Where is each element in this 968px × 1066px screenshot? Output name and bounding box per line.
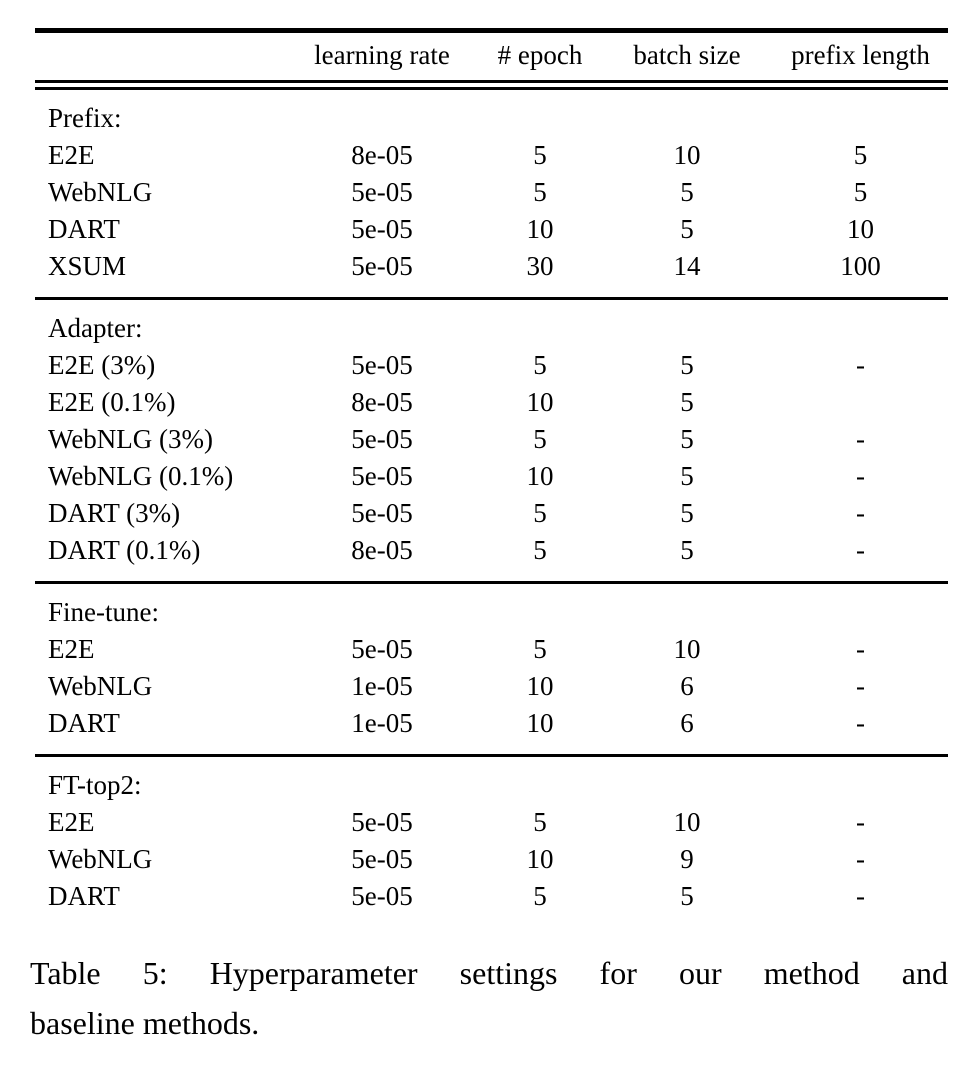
section-prefix xyxy=(35,85,948,299)
cell-batch-size: 5 xyxy=(680,498,694,528)
section-label: Prefix: xyxy=(48,103,122,133)
section-adapter xyxy=(35,299,948,583)
table-row-dart-0-1 xyxy=(35,532,948,583)
cell-epoch: 5 xyxy=(533,498,547,528)
caption-line: baseline methods. xyxy=(30,1005,260,1041)
table-row-webnlg-0-1 xyxy=(35,458,948,495)
section-label-row xyxy=(35,583,948,632)
row-label: DART (3%) xyxy=(48,498,181,528)
cell-learning-rate: 5e-05 xyxy=(351,214,413,244)
cell-epoch: 30 xyxy=(526,251,554,281)
cell-epoch: 5 xyxy=(533,177,547,207)
cell-epoch: 5 xyxy=(533,140,547,170)
cell-batch-size: 6 xyxy=(680,671,694,701)
cell-learning-rate: 5e-05 xyxy=(351,844,413,874)
cell-learning-rate: 5e-05 xyxy=(351,634,413,664)
cell-learning-rate: 5e-05 xyxy=(351,424,413,454)
cell-epoch: 10 xyxy=(526,671,554,701)
cell-prefix-length: - xyxy=(856,461,865,491)
hyperparameter-table xyxy=(35,28,948,927)
section-label-row xyxy=(35,85,948,137)
cell-batch-size: 5 xyxy=(680,461,694,491)
table-row-e2e-0-1 xyxy=(35,384,948,421)
section-label: FT-top2: xyxy=(48,770,142,800)
cell-learning-rate: 5e-05 xyxy=(351,498,413,528)
cell-epoch: 10 xyxy=(526,461,554,491)
cell-epoch: 5 xyxy=(533,881,547,911)
cell-batch-size: 10 xyxy=(673,634,701,664)
cell-batch-size: 6 xyxy=(680,708,694,738)
cell-batch-size: 5 xyxy=(680,424,694,454)
table-row-webnlg xyxy=(35,841,948,878)
cell-batch-size: 5 xyxy=(680,387,694,417)
cell-epoch: 10 xyxy=(526,844,554,874)
cell-batch-size: 5 xyxy=(680,177,694,207)
caption-line: Table 5: Hyperparameter settings for our method and xyxy=(30,955,948,991)
row-label: DART xyxy=(48,708,120,738)
table-row-e2e xyxy=(35,137,948,174)
row-label: WebNLG (0.1%) xyxy=(48,461,234,491)
cell-epoch: 5 xyxy=(533,634,547,664)
cell-prefix-length: - xyxy=(856,708,865,738)
cell-batch-size: 10 xyxy=(673,140,701,170)
row-label: E2E xyxy=(48,634,95,664)
cell-epoch: 10 xyxy=(526,708,554,738)
cell-epoch: 5 xyxy=(533,424,547,454)
cell-prefix-length: - xyxy=(856,671,865,701)
cell-prefix-length: 10 xyxy=(847,214,874,244)
section-label: Fine-tune: xyxy=(48,597,159,627)
table-row-e2e-3 xyxy=(35,347,948,384)
section-label-row xyxy=(35,299,948,348)
table-row-e2e xyxy=(35,804,948,841)
column-header-learning-rate: learning rate xyxy=(285,31,479,86)
row-label: XSUM xyxy=(48,251,127,281)
cell-prefix-length: 5 xyxy=(853,140,868,170)
cell-batch-size: 5 xyxy=(680,350,694,380)
row-label: E2E (0.1%) xyxy=(48,387,176,417)
cell-batch-size: 9 xyxy=(680,844,694,874)
table-row-webnlg xyxy=(35,174,948,211)
cell-batch-size: 5 xyxy=(680,535,694,565)
column-header-batch-size: batch size xyxy=(601,31,773,86)
section-label-row xyxy=(35,756,948,805)
cell-learning-rate: 5e-05 xyxy=(351,350,413,380)
cell-learning-rate: 5e-05 xyxy=(351,807,413,837)
row-label: WebNLG xyxy=(48,844,153,874)
cell-prefix-length: - xyxy=(856,424,865,454)
row-label: WebNLG xyxy=(48,671,153,701)
cell-batch-size: 5 xyxy=(680,214,694,244)
row-label: DART xyxy=(48,214,120,244)
row-label: WebNLG (3%) xyxy=(48,424,214,454)
table-row-dart xyxy=(35,878,948,927)
cell-prefix-length: - xyxy=(856,498,865,528)
cell-epoch: 10 xyxy=(526,387,554,417)
cell-batch-size: 5 xyxy=(680,881,694,911)
cell-prefix-length: 5 xyxy=(853,177,868,207)
cell-learning-rate: 5e-05 xyxy=(351,881,413,911)
row-label: DART (0.1%) xyxy=(48,535,201,565)
table-row-webnlg xyxy=(35,668,948,705)
cell-learning-rate: 8e-05 xyxy=(351,140,413,170)
section-fine-tune xyxy=(35,583,948,756)
cell-prefix-length: - xyxy=(856,535,865,565)
row-label: E2E xyxy=(48,140,95,170)
table-row-webnlg-3 xyxy=(35,421,948,458)
table-row-dart-3 xyxy=(35,495,948,532)
corner-header-cell xyxy=(35,31,285,86)
table-row-dart xyxy=(35,211,948,248)
hyperparameter-table-wrap xyxy=(35,28,948,927)
table-caption xyxy=(30,948,948,1048)
cell-learning-rate: 8e-05 xyxy=(351,387,413,417)
cell-batch-size: 14 xyxy=(673,251,701,281)
cell-learning-rate: 5e-05 xyxy=(351,177,413,207)
table-row-dart xyxy=(35,705,948,756)
cell-prefix-length: 100 xyxy=(840,251,881,281)
section-label: Adapter: xyxy=(48,313,143,343)
cell-learning-rate: 1e-05 xyxy=(351,671,413,701)
row-label: E2E (3%) xyxy=(48,350,156,380)
cell-learning-rate: 1e-05 xyxy=(351,708,413,738)
table-row-e2e xyxy=(35,631,948,668)
row-label: E2E xyxy=(48,807,95,837)
row-label: WebNLG xyxy=(48,177,153,207)
cell-prefix-length xyxy=(773,384,948,421)
section-ft-top2 xyxy=(35,756,948,928)
cell-prefix-length: - xyxy=(856,350,865,380)
cell-epoch: 5 xyxy=(533,807,547,837)
column-header-prefix-length: prefix length xyxy=(773,31,948,86)
table-header xyxy=(35,31,948,86)
cell-prefix-length: - xyxy=(856,844,865,874)
cell-epoch: 5 xyxy=(533,350,547,380)
cell-learning-rate: 5e-05 xyxy=(351,461,413,491)
column-header-epoch: # epoch xyxy=(479,31,601,86)
cell-prefix-length: - xyxy=(856,634,865,664)
cell-prefix-length: - xyxy=(856,807,865,837)
cell-learning-rate: 8e-05 xyxy=(351,535,413,565)
cell-learning-rate: 5e-05 xyxy=(351,251,413,281)
cell-prefix-length: - xyxy=(856,881,865,911)
cell-epoch: 10 xyxy=(526,214,554,244)
cell-epoch: 5 xyxy=(533,535,547,565)
row-label: DART xyxy=(48,881,120,911)
table-header-row xyxy=(35,31,948,86)
table-row-xsum xyxy=(35,248,948,299)
cell-batch-size: 10 xyxy=(673,807,701,837)
